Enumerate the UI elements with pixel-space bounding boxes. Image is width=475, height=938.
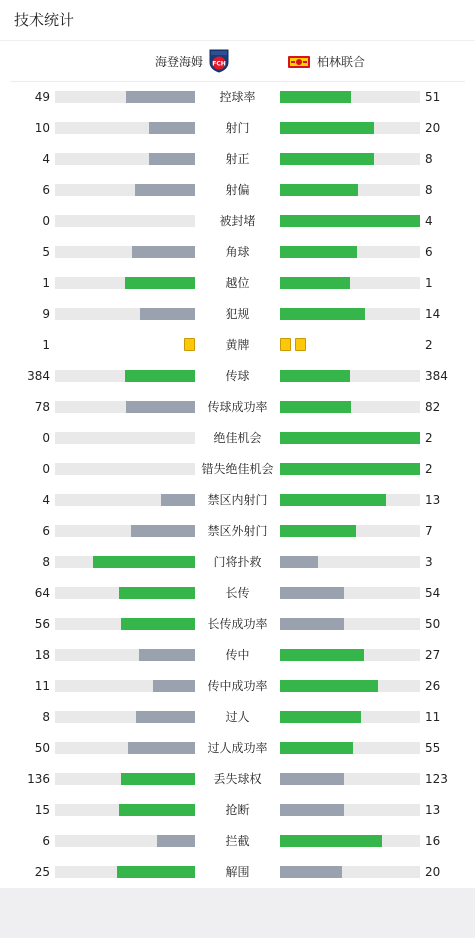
stat-row — [0, 454, 475, 485]
away-bar-track — [280, 711, 420, 723]
home-cards — [184, 338, 195, 351]
away-value: 50 — [425, 617, 441, 631]
home-bar-track — [55, 401, 195, 413]
svg-text:FCH: FCH — [212, 60, 226, 68]
away-bar-fill — [280, 122, 374, 134]
away-team[interactable] — [287, 41, 365, 81]
home-bar-track — [55, 215, 195, 227]
away-bar-fill — [280, 804, 344, 816]
home-bar-fill — [121, 773, 195, 785]
stat-row — [0, 423, 475, 454]
page-title: 技术统计 — [14, 11, 75, 29]
away-bar-fill — [280, 246, 357, 258]
stat-label: 过人成功率 — [207, 741, 268, 755]
away-bar-fill — [280, 401, 351, 413]
away-bar-track — [280, 432, 420, 444]
home-bar-track — [55, 370, 195, 382]
away-bar-track — [280, 463, 420, 475]
home-bar-track — [55, 711, 195, 723]
away-bar-fill — [280, 308, 365, 320]
stat-row — [0, 702, 475, 733]
away-bar-track — [280, 649, 420, 661]
home-value: 1 — [42, 276, 50, 290]
home-value: 49 — [34, 90, 50, 104]
stat-row — [0, 113, 475, 144]
stat-label: 过人 — [225, 710, 250, 724]
away-bar-track — [280, 91, 420, 103]
stat-row — [0, 206, 475, 237]
home-value: 9 — [42, 307, 50, 321]
home-bar-fill — [119, 587, 195, 599]
home-bar-fill — [136, 711, 195, 723]
stat-row — [0, 330, 475, 361]
away-value: 3 — [425, 555, 433, 569]
home-bar-track — [55, 246, 195, 258]
away-bar-track — [280, 680, 420, 692]
away-bar-fill — [280, 463, 420, 475]
home-bar-track — [55, 277, 195, 289]
stat-row — [0, 578, 475, 609]
home-bar-track — [55, 153, 195, 165]
away-value: 82 — [425, 400, 441, 414]
stat-label: 禁区内射门 — [207, 493, 268, 507]
home-bar-track — [55, 587, 195, 599]
away-bar-track — [280, 277, 420, 289]
stat-row — [0, 361, 475, 392]
stat-row — [0, 640, 475, 671]
stat-row — [0, 268, 475, 299]
home-bar-track — [55, 680, 195, 692]
stat-label: 传中成功率 — [207, 679, 268, 693]
away-bar-track — [280, 122, 420, 134]
home-bar-fill — [131, 525, 195, 537]
away-bar-track — [280, 556, 420, 568]
home-value: 11 — [34, 679, 50, 693]
stat-row — [0, 175, 475, 206]
home-value: 136 — [27, 772, 50, 786]
away-bar-fill — [280, 184, 358, 196]
home-bar-track — [55, 463, 195, 475]
away-bar-fill — [280, 370, 350, 382]
away-bar-track — [280, 525, 420, 537]
stat-label: 射正 — [225, 152, 250, 166]
away-bar-fill — [280, 587, 344, 599]
stat-label: 拦截 — [225, 834, 250, 848]
away-bar-track — [280, 618, 420, 630]
home-value: 6 — [42, 183, 50, 197]
away-bar-track — [280, 246, 420, 258]
away-value: 26 — [425, 679, 441, 693]
away-bar-fill — [280, 215, 420, 227]
stat-label: 犯规 — [225, 307, 250, 321]
home-value: 384 — [27, 369, 50, 383]
away-bar-track — [280, 866, 420, 878]
stat-label: 门将扑救 — [213, 555, 262, 569]
home-bar-fill — [132, 246, 195, 258]
home-value: 78 — [34, 400, 50, 414]
stat-row — [0, 795, 475, 826]
stat-row — [0, 547, 475, 578]
home-value: 4 — [42, 152, 50, 166]
home-bar-fill — [126, 91, 195, 103]
stat-row — [0, 764, 475, 795]
stat-label: 抢断 — [225, 803, 250, 817]
union-berlin-crest-icon — [287, 54, 311, 68]
home-bar-fill — [121, 618, 195, 630]
home-value: 18 — [34, 648, 50, 662]
stat-row — [0, 82, 475, 113]
heidenheim-crest-icon — [209, 49, 229, 73]
stat-row — [0, 609, 475, 640]
home-value: 1 — [42, 338, 50, 352]
stat-label: 长传成功率 — [207, 617, 268, 631]
away-bar-fill — [280, 742, 353, 754]
home-bar-fill — [161, 494, 195, 506]
stat-label: 解围 — [225, 865, 250, 879]
stat-label: 传球成功率 — [207, 400, 268, 414]
home-bar-track — [55, 742, 195, 754]
home-bar-fill — [128, 742, 195, 754]
home-value: 4 — [42, 493, 50, 507]
away-value: 8 — [425, 183, 433, 197]
home-bar-fill — [149, 122, 195, 134]
away-value: 16 — [425, 834, 441, 848]
away-value: 384 — [425, 369, 448, 383]
home-bar-track — [55, 773, 195, 785]
away-bar-track — [280, 804, 420, 816]
home-bar-fill — [117, 866, 195, 878]
home-value: 6 — [42, 834, 50, 848]
home-bar-track — [55, 866, 195, 878]
away-bar-fill — [280, 277, 350, 289]
stat-row — [0, 299, 475, 330]
stat-label: 角球 — [225, 245, 250, 259]
stat-label: 错失绝佳机会 — [201, 462, 274, 476]
away-bar-track — [280, 153, 420, 165]
stat-label: 丢失球权 — [213, 772, 262, 786]
home-value: 15 — [34, 803, 50, 817]
yellow-card-icon — [295, 338, 306, 351]
stat-row — [0, 237, 475, 268]
stat-row — [0, 485, 475, 516]
stat-label: 越位 — [225, 276, 250, 290]
home-value: 56 — [34, 617, 50, 631]
away-bar-track — [280, 773, 420, 785]
away-value: 13 — [425, 803, 441, 817]
away-bar-fill — [280, 680, 378, 692]
away-value: 7 — [425, 524, 433, 538]
away-bar-fill — [280, 494, 386, 506]
stat-label: 长传 — [225, 586, 250, 600]
home-value: 5 — [42, 245, 50, 259]
home-bar-fill — [125, 277, 195, 289]
away-bar-fill — [280, 711, 361, 723]
home-bar-track — [55, 432, 195, 444]
stat-row — [0, 516, 475, 547]
stat-label: 射偏 — [225, 183, 250, 197]
away-bar-fill — [280, 432, 420, 444]
away-value: 1 — [425, 276, 433, 290]
away-bar-fill — [280, 153, 374, 165]
stat-row — [0, 857, 475, 888]
stat-row — [0, 671, 475, 702]
away-value: 13 — [425, 493, 441, 507]
home-bar-track — [55, 649, 195, 661]
home-value: 64 — [34, 586, 50, 600]
stat-row — [0, 826, 475, 857]
home-bar-fill — [153, 680, 195, 692]
home-bar-track — [55, 91, 195, 103]
home-bar-track — [55, 618, 195, 630]
home-value: 25 — [34, 865, 50, 879]
stat-label: 绝佳机会 — [213, 431, 262, 445]
away-value: 8 — [425, 152, 433, 166]
away-value: 20 — [425, 121, 441, 135]
home-bar-track — [55, 308, 195, 320]
home-value: 6 — [42, 524, 50, 538]
home-bar-track — [55, 835, 195, 847]
home-bar-fill — [139, 649, 195, 661]
home-value: 8 — [42, 555, 50, 569]
away-value: 55 — [425, 741, 441, 755]
away-team-name: 柏林联合 — [317, 54, 366, 69]
away-cards — [280, 338, 306, 351]
home-bar-fill — [126, 401, 195, 413]
home-bar-fill — [140, 308, 195, 320]
home-bar-track — [55, 122, 195, 134]
teams-header — [10, 41, 465, 82]
away-value: 4 — [425, 214, 433, 228]
away-value: 14 — [425, 307, 441, 321]
home-bar-track — [55, 804, 195, 816]
away-bar-fill — [280, 649, 364, 661]
away-bar-track — [280, 308, 420, 320]
away-bar-track — [280, 184, 420, 196]
home-value: 0 — [42, 462, 50, 476]
away-value: 54 — [425, 586, 441, 600]
away-bar-fill — [280, 525, 356, 537]
home-bar-track — [55, 494, 195, 506]
away-bar-track — [280, 215, 420, 227]
away-value: 27 — [425, 648, 441, 662]
away-value: 11 — [425, 710, 441, 724]
home-value: 10 — [34, 121, 50, 135]
home-bar-fill — [93, 556, 195, 568]
home-bar-track — [55, 525, 195, 537]
away-value: 2 — [425, 431, 433, 445]
stat-label: 黄牌 — [225, 338, 250, 352]
away-bar-fill — [280, 618, 344, 630]
away-bar-fill — [280, 773, 344, 785]
home-bar-track — [55, 184, 195, 196]
yellow-card-icon — [184, 338, 195, 351]
away-value: 2 — [425, 338, 433, 352]
home-team[interactable] — [155, 41, 229, 81]
away-bar-fill — [280, 91, 351, 103]
stat-row — [0, 392, 475, 423]
home-bar-track — [55, 556, 195, 568]
away-bar-track — [280, 835, 420, 847]
away-bar-fill — [280, 556, 318, 568]
away-bar-track — [280, 587, 420, 599]
stat-row — [0, 733, 475, 764]
stat-label: 禁区外射门 — [207, 524, 268, 538]
stat-label: 传中 — [225, 648, 250, 662]
away-value: 6 — [425, 245, 433, 259]
home-value: 50 — [34, 741, 50, 755]
home-bar-fill — [119, 804, 195, 816]
home-bar-fill — [157, 835, 195, 847]
yellow-card-icon — [280, 338, 291, 351]
away-value: 51 — [425, 90, 441, 104]
away-bar-track — [280, 494, 420, 506]
stat-label: 控球率 — [219, 90, 256, 104]
home-team-name: 海登海姆 — [154, 54, 203, 69]
away-bar-track — [280, 370, 420, 382]
home-value: 0 — [42, 214, 50, 228]
away-value: 2 — [425, 462, 433, 476]
stat-label: 传球 — [225, 369, 250, 383]
home-bar-fill — [135, 184, 195, 196]
stat-row — [0, 144, 475, 175]
stat-label: 射门 — [225, 121, 250, 135]
home-value: 8 — [42, 710, 50, 724]
home-bar-fill — [149, 153, 195, 165]
away-bar-fill — [280, 835, 382, 847]
away-bar-fill — [280, 866, 342, 878]
stat-label: 被封堵 — [219, 214, 256, 228]
home-bar-fill — [125, 370, 195, 382]
away-value: 20 — [425, 865, 441, 879]
away-bar-track — [280, 401, 420, 413]
away-value: 123 — [425, 772, 448, 786]
away-bar-track — [280, 742, 420, 754]
home-value: 0 — [42, 431, 50, 445]
